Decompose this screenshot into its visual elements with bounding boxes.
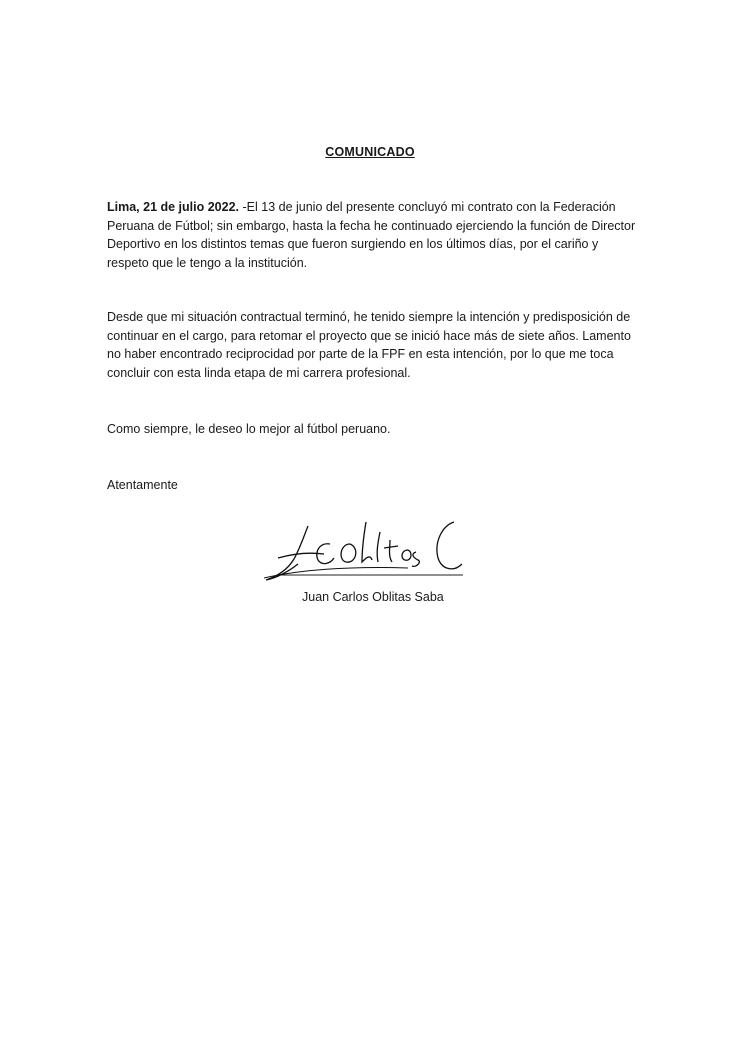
paragraph-intro — [107, 198, 637, 273]
signer-name: Juan Carlos Oblitas Saba — [302, 590, 444, 604]
signature-stroke — [377, 532, 380, 562]
paragraph-wishes: Como siempre, le deseo lo mejor al fútbol peruano. — [107, 422, 391, 436]
handwritten-signature — [258, 514, 468, 584]
signature-stroke — [362, 522, 372, 562]
closing: Atentamente — [107, 478, 178, 492]
signature-stroke — [402, 550, 419, 566]
signature-stroke — [437, 522, 462, 569]
paragraph-situation: Desde que mi situación contractual terminó, he tenido siempre la intención y predisposición de continuar en el cargo, para retomar el proyecto que se inició hace más de siete años. Lamento no haber encontrado reciprocidad por parte de la FPF en esta intención, por lo que me toca concluir con esta linda etapa de mi carrera profesional. — [107, 310, 631, 381]
signature-stroke — [341, 544, 356, 562]
signature-stroke — [384, 540, 398, 562]
date-lead: Lima, 21 de julio 2022. — [107, 200, 240, 214]
document-title: COMUNICADO — [325, 145, 415, 159]
paragraph-intro-text: -El 13 de junio del presente concluyó mi contrato con la Federación Peruana de Fútbol; sin embargo, hasta la fecha he continuado ejerciendo la función de Director Deportivo en los distintos temas que fueron surgiendo en los últimos días, por el cariño y respeto que le tengo a la institución. — [107, 200, 636, 271]
